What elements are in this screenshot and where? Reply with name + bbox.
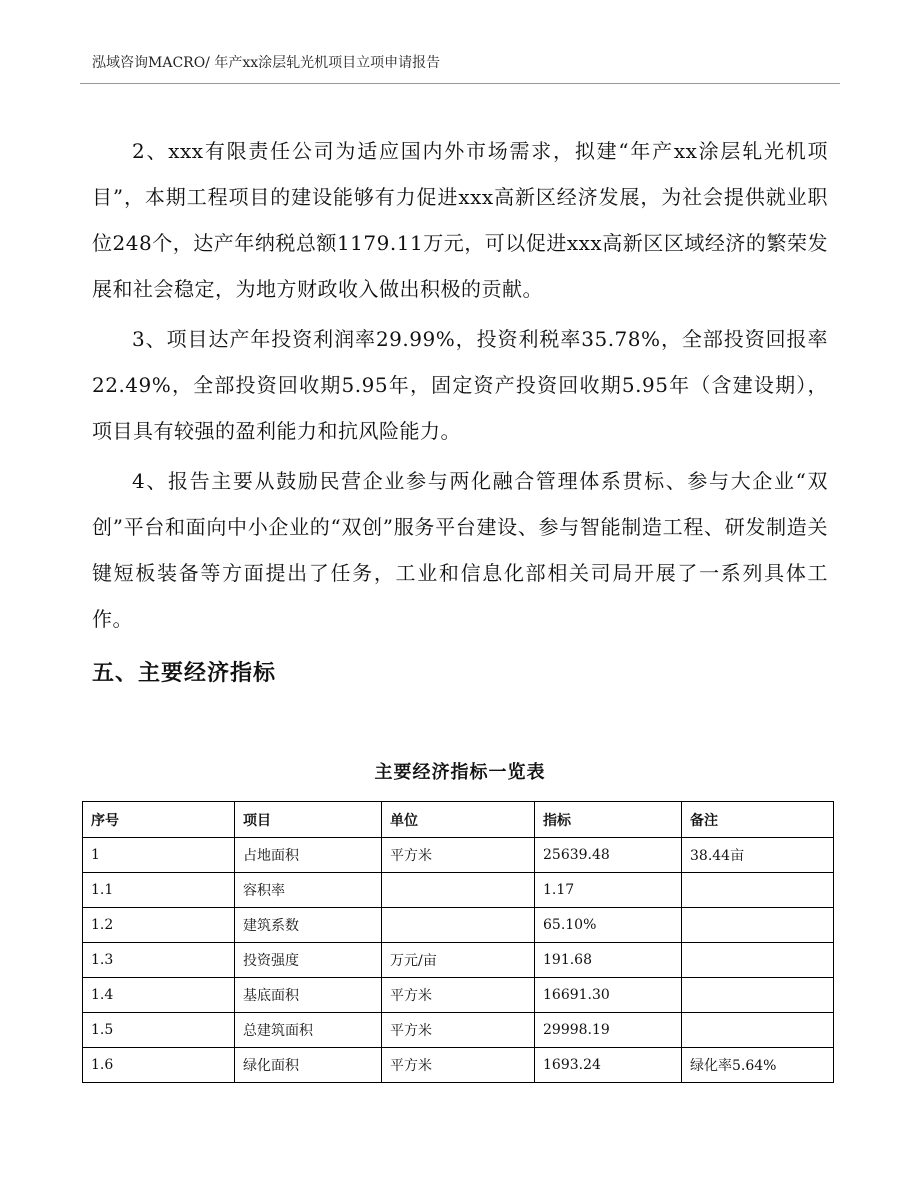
table-cell: 投资强度 (235, 943, 382, 978)
document-body (92, 128, 828, 687)
table-cell: 平方米 (382, 978, 535, 1013)
table-cell: 容积率 (235, 873, 382, 908)
table-cell: 38.44亩 (682, 838, 834, 873)
table-row (83, 908, 834, 943)
paragraph-3: 3、项目达产年投资利润率29.99%，投资利税率35.78%，全部投资回报率22.49%，全部投资回收期5.95年，固定资产投资回收期5.95年（含建设期），项目具有较强的盈利能力和抗风险能力。 (92, 327, 828, 443)
table-cell (382, 873, 535, 908)
table-cell: 1.6 (83, 1048, 235, 1083)
table-header-row (83, 802, 834, 838)
table-cell: 191.68 (535, 943, 682, 978)
table-cell: 25639.48 (535, 838, 682, 873)
table-cell: 绿化面积 (235, 1048, 382, 1083)
table-cell: 平方米 (382, 1013, 535, 1048)
column-header: 序号 (83, 802, 235, 838)
table-cell: 平方米 (382, 838, 535, 873)
table-cell (682, 978, 834, 1013)
table-cell: 65.10% (535, 908, 682, 943)
table-cell: 1.17 (535, 873, 682, 908)
column-header: 指标 (535, 802, 682, 838)
column-header: 备注 (682, 802, 834, 838)
table-cell: 29998.19 (535, 1013, 682, 1048)
table-cell: 占地面积 (235, 838, 382, 873)
table-cell: 1.3 (83, 943, 235, 978)
table-cell (682, 908, 834, 943)
table-cell: 16691.30 (535, 978, 682, 1013)
table-row (83, 978, 834, 1013)
section-heading: 五、主要经济指标 (92, 661, 277, 686)
table-cell: 1 (83, 838, 235, 873)
table-row (83, 1013, 834, 1048)
table-cell: 基底面积 (235, 978, 382, 1013)
column-header: 单位 (382, 802, 535, 838)
table-cell: 绿化率5.64% (682, 1048, 834, 1083)
table-cell: 1.1 (83, 873, 235, 908)
table-cell (382, 908, 535, 943)
table-cell: 建筑系数 (235, 908, 382, 943)
table-row (83, 838, 834, 873)
table-cell: 万元/亩 (382, 943, 535, 978)
paragraph-4: 4、报告主要从鼓励民营企业参与两化融合管理体系贯标、参与大企业“双创”平台和面向中小企业的“双创”服务平台建设、参与智能制造工程、研发制造关键短板装备等方面提出了任务，工业和信息化部相关司局开展了一系列具体工作。 (92, 469, 828, 631)
table-cell (682, 873, 834, 908)
table-row (83, 1048, 834, 1083)
table-cell: 1.5 (83, 1013, 235, 1048)
table-cell: 总建筑面积 (235, 1013, 382, 1048)
table-title: 主要经济指标一览表 (374, 762, 546, 783)
table-row (83, 943, 834, 978)
table-cell (682, 943, 834, 978)
column-header: 项目 (235, 802, 382, 838)
table-cell: 1693.24 (535, 1048, 682, 1083)
page-header: 泓域咨询MACRO/ 年产xx涂层轧光机项目立项申请报告 (92, 55, 441, 71)
header-divider (80, 83, 840, 84)
table-cell: 1.4 (83, 978, 235, 1013)
table-cell: 1.2 (83, 908, 235, 943)
table-cell (682, 1013, 834, 1048)
paragraph-2: 2、xxx有限责任公司为适应国内外市场需求，拟建“年产xx涂层轧光机项目”，本期工程项目的建设能够有力促进xxx高新区经济发展，为社会提供就业职位248个，达产年纳税总额1179.11万元，可以促进xxx高新区区域经济的繁荣发展和社会稳定，为地方财政收入做出积极的贡献。 (92, 139, 828, 301)
economic-indicators-table (82, 801, 834, 1083)
table-row (83, 873, 834, 908)
table-cell: 平方米 (382, 1048, 535, 1083)
